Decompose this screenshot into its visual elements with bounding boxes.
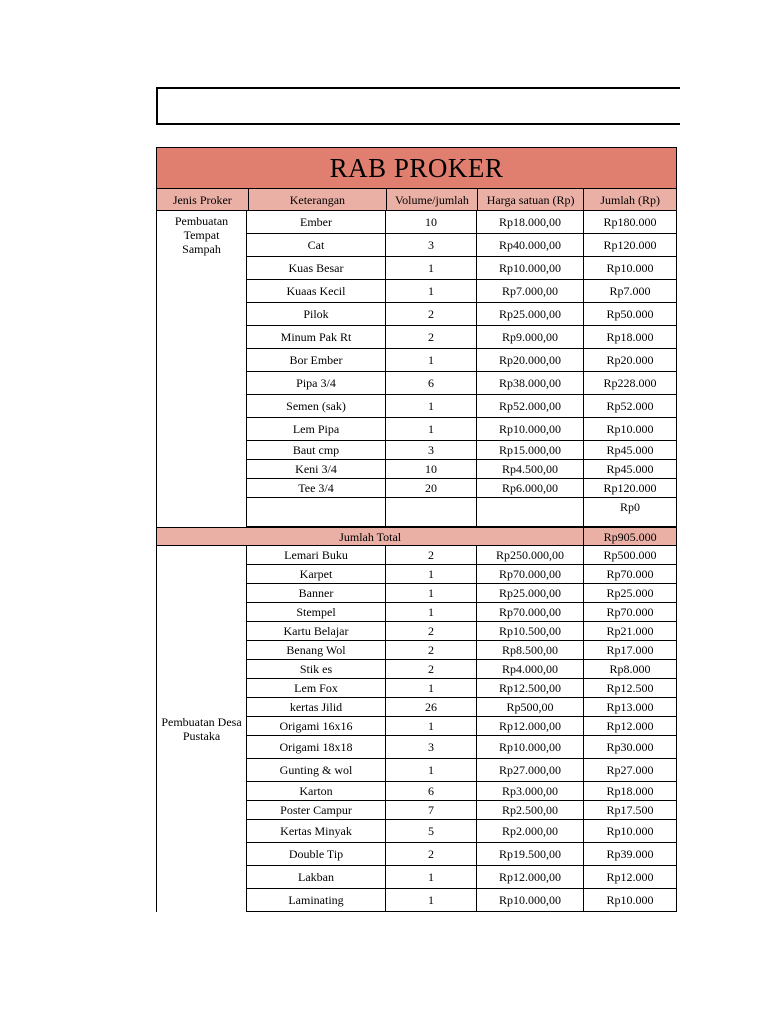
header-keterangan: Keterangan [249, 189, 387, 210]
header-row [156, 189, 677, 211]
cell-harga-satuan: Rp10.000,00 [477, 257, 584, 279]
cell-volume: 1 [386, 866, 477, 888]
table-row [247, 326, 676, 349]
cell-volume: 1 [386, 759, 477, 781]
cell-harga-satuan: Rp40.000,00 [477, 234, 584, 256]
cell-keterangan: Pilok [247, 303, 386, 325]
cell-jumlah: Rp8.000 [609, 662, 651, 676]
table-row [247, 820, 676, 843]
cell-keterangan: kertas Jilid [247, 698, 386, 716]
group-label-desa-pustaka [157, 546, 247, 912]
header-volume: Volume/jumlah [387, 189, 478, 210]
cell-jumlah: Rp27.000 [606, 763, 654, 777]
cell-jumlah: Rp228.000 [603, 376, 657, 390]
table-row [247, 603, 676, 622]
cell-volume: 3 [386, 441, 477, 459]
table-row [247, 395, 676, 418]
cell-volume: 3 [386, 736, 477, 758]
cell-jumlah: Rp70.000 [606, 605, 654, 619]
group-desa-pustaka [156, 546, 677, 912]
header-jenis-proker: Jenis Proker [157, 189, 249, 210]
table-row [247, 641, 676, 660]
cell-volume: 1 [386, 679, 477, 697]
cell-keterangan: Origami 18x18 [247, 736, 386, 758]
cell-volume: 10 [386, 460, 477, 478]
cell-harga-satuan: Rp10.000,00 [477, 736, 584, 758]
table-row [247, 679, 676, 698]
cell-volume: 1 [386, 717, 477, 735]
cell-harga-satuan: Rp12.000,00 [477, 717, 584, 735]
cell-keterangan: Banner [247, 584, 386, 602]
cell-volume: 6 [386, 372, 477, 394]
cell-keterangan: Double Tip [247, 843, 386, 865]
cell-volume: 2 [386, 303, 477, 325]
cell-jumlah: Rp39.000 [606, 847, 654, 861]
table-row [247, 418, 676, 441]
cell-jumlah: Rp45.000 [606, 443, 654, 457]
group-tempat-sampah [156, 211, 677, 527]
cell-harga-satuan: Rp10.000,00 [477, 889, 584, 911]
cell-harga-satuan: Rp25.000,00 [477, 584, 584, 602]
table-row [247, 736, 676, 759]
cell-jumlah: Rp180.000 [603, 215, 657, 229]
group-name: Pembuatan Tempat Sampah [174, 214, 229, 256]
cell-keterangan [247, 498, 386, 526]
total-label: Jumlah Total [157, 528, 584, 545]
cell-volume: 3 [386, 234, 477, 256]
cell-keterangan: Baut cmp [247, 441, 386, 459]
cell-harga-satuan: Rp10.500,00 [477, 622, 584, 640]
cell-jumlah: Rp10.000 [606, 261, 654, 275]
cell-harga-satuan: Rp250.000,00 [477, 546, 584, 564]
cell-volume: 2 [386, 660, 477, 678]
cell-jumlah: Rp7.000 [609, 284, 651, 298]
cell-harga-satuan: Rp70.000,00 [477, 603, 584, 621]
cell-volume: 10 [386, 211, 477, 233]
cell-jumlah: Rp0 [619, 500, 640, 514]
cell-jumlah: Rp17.000 [606, 643, 654, 657]
cell-keterangan: Tee 3/4 [247, 479, 386, 497]
cell-volume [386, 498, 477, 526]
table-row [247, 372, 676, 395]
cell-jumlah: Rp18.000 [606, 330, 654, 344]
cell-harga-satuan: Rp7.000,00 [477, 280, 584, 302]
cell-keterangan: Lemari Buku [247, 546, 386, 564]
cell-jumlah: Rp10.000 [606, 422, 654, 436]
table-row [247, 479, 676, 498]
cell-volume: 1 [386, 280, 477, 302]
cell-keterangan: Lem Fox [247, 679, 386, 697]
cell-volume: 2 [386, 843, 477, 865]
cell-keterangan: Ember [247, 211, 386, 233]
cell-keterangan: Lakban [247, 866, 386, 888]
cell-volume: 6 [386, 782, 477, 800]
cell-keterangan: Origami 16x16 [247, 717, 386, 735]
cell-keterangan: Stik es [247, 660, 386, 678]
total-value: Rp905.000 [603, 529, 657, 544]
cell-keterangan: Semen (sak) [247, 395, 386, 417]
table-row [247, 717, 676, 736]
table-row [247, 460, 676, 479]
cell-harga-satuan: Rp10.000,00 [477, 418, 584, 440]
cell-keterangan: Karpet [247, 565, 386, 583]
cell-harga-satuan: Rp2.000,00 [477, 820, 584, 842]
cell-volume: 2 [386, 622, 477, 640]
total-row [156, 527, 677, 546]
cell-keterangan: Minum Pak Rt [247, 326, 386, 348]
cell-harga-satuan: Rp2.500,00 [477, 801, 584, 819]
cell-volume: 1 [386, 349, 477, 371]
table-row [247, 441, 676, 460]
cell-volume: 1 [386, 418, 477, 440]
cell-jumlah: Rp120.000 [603, 238, 657, 252]
cell-volume: 7 [386, 801, 477, 819]
table-row [247, 759, 676, 782]
header-jumlah: Jumlah (Rp) [600, 192, 661, 207]
cell-keterangan: Kertas Minyak [247, 820, 386, 842]
table-row [247, 211, 676, 234]
cell-keterangan: Poster Campur [247, 801, 386, 819]
cell-jumlah: Rp120.000 [603, 481, 657, 495]
table-row [247, 546, 676, 565]
cell-harga-satuan: Rp4.000,00 [477, 660, 584, 678]
cell-keterangan: Benang Wol [247, 641, 386, 659]
cell-jumlah: Rp70.000 [606, 567, 654, 581]
cell-jumlah: Rp21.000 [606, 624, 654, 638]
cell-volume: 1 [386, 584, 477, 602]
cell-harga-satuan: Rp20.000,00 [477, 349, 584, 371]
table-title: RAB PROKER [156, 147, 677, 189]
table-row [247, 782, 676, 801]
cell-keterangan: Keni 3/4 [247, 460, 386, 478]
cell-keterangan: Pipa 3/4 [247, 372, 386, 394]
cell-keterangan: Kartu Belajar [247, 622, 386, 640]
cell-keterangan: Karton [247, 782, 386, 800]
cell-harga-satuan: Rp15.000,00 [477, 441, 584, 459]
table-row [247, 565, 676, 584]
cell-jumlah: Rp50.000 [606, 307, 654, 321]
table-row [247, 622, 676, 641]
rab-table [156, 147, 677, 912]
table-row [247, 303, 676, 326]
cell-harga-satuan: Rp27.000,00 [477, 759, 584, 781]
cell-keterangan: Kuaas Kecil [247, 280, 386, 302]
cell-harga-satuan: Rp9.000,00 [477, 326, 584, 348]
cell-harga-satuan: Rp4.500,00 [477, 460, 584, 478]
cell-volume: 2 [386, 546, 477, 564]
header-harga-satuan: Harga satuan (Rp) [478, 189, 585, 210]
cell-harga-satuan: Rp18.000,00 [477, 211, 584, 233]
cell-jumlah: Rp12.000 [606, 719, 654, 733]
cell-jumlah: Rp12.500 [606, 681, 654, 695]
cell-volume: 1 [386, 395, 477, 417]
cell-jumlah: Rp12.000 [606, 870, 654, 884]
cell-harga-satuan: Rp25.000,00 [477, 303, 584, 325]
cell-volume: 2 [386, 641, 477, 659]
cell-volume: 2 [386, 326, 477, 348]
cell-jumlah: Rp10.000 [606, 893, 654, 907]
cell-volume: 1 [386, 257, 477, 279]
cell-harga-satuan: Rp6.000,00 [477, 479, 584, 497]
cell-harga-satuan: Rp12.000,00 [477, 866, 584, 888]
cell-volume: 26 [386, 698, 477, 716]
cell-jumlah: Rp10.000 [606, 824, 654, 838]
cell-keterangan: Lem Pipa [247, 418, 386, 440]
cell-harga-satuan: Rp12.500,00 [477, 679, 584, 697]
cell-jumlah: Rp13.000 [606, 700, 654, 714]
table-row [247, 280, 676, 303]
table-row [247, 584, 676, 603]
cell-volume: 1 [386, 603, 477, 621]
cell-jumlah: Rp25.000 [606, 586, 654, 600]
group-label-tempat-sampah [157, 211, 247, 527]
header-box [156, 87, 680, 125]
cell-volume: 5 [386, 820, 477, 842]
cell-jumlah: Rp18.000 [606, 784, 654, 798]
table-row [247, 866, 676, 889]
table-row [247, 234, 676, 257]
table-row [247, 698, 676, 717]
cell-volume: 20 [386, 479, 477, 497]
table-row [247, 257, 676, 280]
table-row [247, 660, 676, 679]
table-row [247, 889, 676, 912]
group-name: Pembuatan Desa Pustaka [161, 715, 242, 743]
cell-keterangan: Cat [247, 234, 386, 256]
cell-harga-satuan [477, 498, 584, 526]
cell-volume: 1 [386, 889, 477, 911]
table-row [247, 349, 676, 372]
cell-harga-satuan: Rp500,00 [477, 698, 584, 716]
cell-keterangan: Gunting & wol [247, 759, 386, 781]
cell-harga-satuan: Rp19.500,00 [477, 843, 584, 865]
table-row [247, 843, 676, 866]
table-row [247, 498, 676, 527]
table-row [247, 801, 676, 820]
cell-harga-satuan: Rp38.000,00 [477, 372, 584, 394]
cell-keterangan: Laminating [247, 889, 386, 911]
cell-harga-satuan: Rp70.000,00 [477, 565, 584, 583]
cell-keterangan: Stempel [247, 603, 386, 621]
cell-harga-satuan: Rp52.000,00 [477, 395, 584, 417]
cell-volume: 1 [386, 565, 477, 583]
cell-keterangan: Kuas Besar [247, 257, 386, 279]
cell-keterangan: Bor Ember [247, 349, 386, 371]
cell-jumlah: Rp52.000 [606, 399, 654, 413]
cell-jumlah: Rp17.500 [606, 803, 654, 817]
group-items [247, 211, 676, 527]
cell-jumlah: Rp500.000 [603, 548, 657, 562]
cell-jumlah: Rp45.000 [606, 462, 654, 476]
cell-jumlah: Rp30.000 [606, 740, 654, 754]
cell-harga-satuan: Rp3.000,00 [477, 782, 584, 800]
cell-jumlah: Rp20.000 [606, 353, 654, 367]
group-items [247, 546, 676, 912]
cell-harga-satuan: Rp8.500,00 [477, 641, 584, 659]
